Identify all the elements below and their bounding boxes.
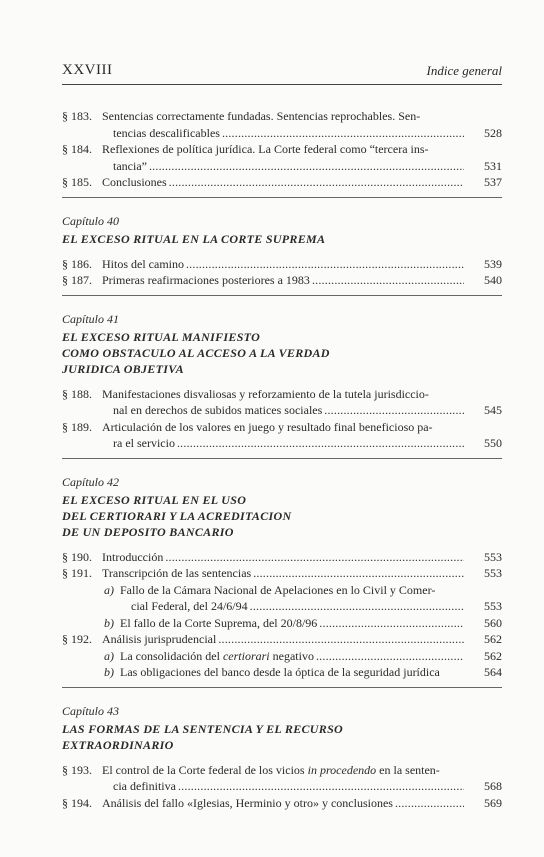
- chapter-title: EL EXCESO RITUAL MANIFIESTO: [62, 329, 261, 344]
- section-number: § 185.: [62, 175, 92, 189]
- entry-text: [102, 108, 464, 141]
- page-number: 568: [484, 779, 502, 793]
- entry-line: [120, 664, 464, 681]
- dot-leader: [177, 435, 464, 452]
- header-rule: [62, 84, 502, 85]
- entry-line: [102, 272, 464, 289]
- entry-line: [120, 615, 464, 632]
- page-number: 550: [484, 436, 502, 450]
- toc-entry[interactable]: [62, 272, 502, 289]
- entry-text: [120, 648, 464, 665]
- section-number: § 184.: [62, 142, 92, 156]
- entry-line: [102, 256, 464, 273]
- chapter-separator: [62, 458, 502, 459]
- entry-line-text: Reflexiones de política jurídica. La Corte federal como “tercera ins-: [102, 142, 429, 156]
- toc-subentry[interactable]: [62, 648, 502, 665]
- page-number: 564: [484, 665, 502, 679]
- dot-leader: [222, 125, 464, 142]
- dot-leader: [165, 549, 464, 566]
- section-number: § 191.: [62, 566, 92, 580]
- page-number: 528: [484, 125, 502, 140]
- entry-line-text: Articulación de los valores en juego y resultado final beneficioso pa-: [102, 419, 433, 434]
- entry-line-text: nal en derechos de subidos matices sociales: [113, 403, 323, 417]
- running-title: Indice general: [426, 63, 502, 78]
- toc-entry[interactable]: [62, 565, 502, 582]
- entry-line: [120, 582, 464, 599]
- entry-line-text: El fallo de la Corte Suprema, del 20/8/96: [120, 615, 318, 630]
- entry-line: [102, 762, 464, 779]
- entry-line: [102, 174, 464, 191]
- toc-subentry[interactable]: [62, 582, 502, 615]
- entry-line-text: cial Federal, del 24/6/94: [131, 599, 248, 613]
- entry-line: [102, 778, 464, 795]
- section-number: § 190.: [62, 549, 92, 564]
- entry-line: [102, 402, 464, 419]
- entry-text: [102, 419, 464, 452]
- page-number: 539: [484, 256, 502, 271]
- toc-entry[interactable]: [62, 386, 502, 419]
- chapter-title: DEL CERTIORARI Y LA ACREDITACION: [62, 508, 292, 523]
- dot-leader: [319, 615, 464, 632]
- entry-line-text: Las obligaciones del banco desde la óptica de la seguridad jurídica: [120, 665, 440, 679]
- entry-line-text: Hitos del camino: [102, 256, 184, 271]
- chapter-heading: [62, 474, 502, 540]
- toc-entry[interactable]: [62, 762, 502, 795]
- section-number: § 187.: [62, 273, 92, 287]
- chapter-label: Capítulo 41: [62, 311, 120, 326]
- dot-leader: [169, 174, 464, 191]
- chapter-title: EL EXCESO RITUAL EN LA CORTE SUPREMA: [62, 231, 326, 246]
- chapter-separator: [62, 687, 502, 688]
- dot-leader: [186, 256, 464, 273]
- entry-text: [120, 615, 464, 632]
- page-number: 560: [484, 615, 502, 630]
- entry-line-text: Análisis del fallo «Iglesias, Herminio y otro» y conclusiones: [102, 795, 393, 810]
- toc-entry[interactable]: [62, 108, 502, 141]
- running-header: [62, 62, 502, 86]
- entry-line-text: tancia”: [113, 158, 147, 173]
- section-number: § 186.: [62, 256, 92, 271]
- entry-line: [102, 125, 464, 142]
- entry-letter: b): [104, 665, 114, 679]
- section-number: § 192.: [62, 632, 92, 646]
- toc-entry[interactable]: [62, 631, 502, 648]
- entry-text: [102, 256, 464, 273]
- toc-entry[interactable]: [62, 419, 502, 452]
- entry-line: [102, 158, 464, 175]
- entry-text: [120, 664, 464, 681]
- dot-leader: [250, 598, 464, 615]
- dot-leader: [395, 795, 464, 812]
- section-number: § 189.: [62, 419, 92, 434]
- toc-entry[interactable]: [62, 174, 502, 191]
- chapter-heading: [62, 703, 502, 753]
- chapter-title: EL EXCESO RITUAL EN EL USO: [62, 492, 247, 507]
- entry-line: [102, 108, 464, 125]
- entry-line-text: El control de la Corte federal de los vicios in procedendo en la senten-: [102, 762, 440, 777]
- page-number: 553: [484, 549, 502, 564]
- toc-entry[interactable]: [62, 256, 502, 273]
- toc-entry[interactable]: [62, 141, 502, 174]
- section-number: § 193.: [62, 762, 92, 777]
- page-number: 531: [484, 158, 502, 173]
- entry-line-text: Sentencias correctamente fundadas. Sentencias reprochables. Sen-: [102, 109, 421, 123]
- section-number: § 194.: [62, 795, 92, 810]
- table-of-contents: [62, 108, 502, 811]
- chapter-heading: [62, 311, 502, 377]
- entry-text: [102, 795, 464, 812]
- section-number: § 183.: [62, 109, 92, 123]
- entry-text: [102, 386, 464, 419]
- toc-subentry[interactable]: [62, 664, 502, 681]
- entry-line-text: Manifestaciones disvaliosas y reforzamiento de la tutela jurisdiccio-: [102, 386, 429, 401]
- dot-leader: [324, 402, 464, 419]
- entry-text: [102, 631, 464, 648]
- entry-line-text: Fallo de la Cámara Nacional de Apelaciones en lo Civil y Comer-: [120, 582, 436, 597]
- entry-line: [102, 549, 464, 566]
- entry-letter: a): [104, 582, 114, 597]
- entry-text: [120, 582, 464, 615]
- page-number: 540: [484, 273, 502, 287]
- entry-letter: b): [104, 615, 114, 630]
- entry-line-text: tencias descalificables: [113, 125, 220, 140]
- toc-entry[interactable]: [62, 549, 502, 566]
- entry-line-text: cia definitiva: [113, 779, 176, 793]
- page-number: 562: [484, 648, 502, 663]
- entry-line: [102, 435, 464, 452]
- chapter-title: EXTRAORDINARIO: [62, 737, 174, 752]
- entry-line: [102, 565, 464, 582]
- toc-subentry[interactable]: [62, 615, 502, 632]
- chapter-heading: [62, 213, 502, 247]
- dot-leader: [316, 648, 464, 665]
- dot-leader: [218, 631, 464, 648]
- entry-line-text: Introducción: [102, 549, 164, 564]
- chapter-title: COMO OBSTACULO AL ACCESO A LA VERDAD: [62, 345, 330, 360]
- entry-line-text: La consolidación del certiorari negativo: [120, 648, 314, 663]
- page-number: 553: [484, 566, 502, 580]
- entry-line: [120, 598, 464, 615]
- entry-line: [102, 141, 464, 158]
- page-number: 562: [484, 632, 502, 646]
- dot-leader: [149, 158, 464, 175]
- dot-leader: [178, 778, 464, 795]
- page-number: 553: [484, 599, 502, 613]
- entry-line: [120, 648, 464, 665]
- toc-entry[interactable]: [62, 795, 502, 812]
- entry-text: [102, 549, 464, 566]
- chapter-title: LAS FORMAS DE LA SENTENCIA Y EL RECURSO: [62, 721, 344, 736]
- entry-letter: a): [104, 648, 114, 663]
- page-number: 545: [484, 403, 502, 417]
- entry-text: [102, 762, 464, 795]
- entry-line-text: Primeras reafirmaciones posteriores a 1983: [102, 273, 310, 287]
- entry-line-text: Análisis jurisprudencial: [102, 632, 217, 646]
- dot-leader: [253, 565, 464, 582]
- dot-leader: [312, 272, 464, 289]
- entry-line: [102, 419, 464, 436]
- chapter-title: DE UN DEPOSITO BANCARIO: [62, 524, 234, 539]
- entry-line: [102, 631, 464, 648]
- chapter-label: Capítulo 40: [62, 213, 120, 228]
- entry-line-text: Transcripción de las sentencias: [102, 566, 252, 580]
- entry-text: [102, 174, 464, 191]
- entry-line-text: ra el servicio: [113, 436, 175, 450]
- page-number: 569: [484, 795, 502, 810]
- section-number: § 188.: [62, 386, 92, 401]
- chapter-separator: [62, 197, 502, 198]
- book-page: [62, 0, 502, 857]
- chapter-separator: [62, 295, 502, 296]
- entry-text: [102, 565, 464, 582]
- entry-line: [102, 386, 464, 403]
- entry-line: [102, 795, 464, 812]
- chapter-label: Capítulo 43: [62, 703, 120, 718]
- entry-text: [102, 272, 464, 289]
- page-number-roman: XXVIII: [62, 62, 113, 78]
- chapter-label: Capítulo 42: [62, 474, 120, 489]
- page-number: 537: [484, 175, 502, 189]
- entry-line-text: Conclusiones: [102, 175, 167, 189]
- chapter-title: JURIDICA OBJETIVA: [62, 361, 184, 376]
- entry-text: [102, 141, 464, 174]
